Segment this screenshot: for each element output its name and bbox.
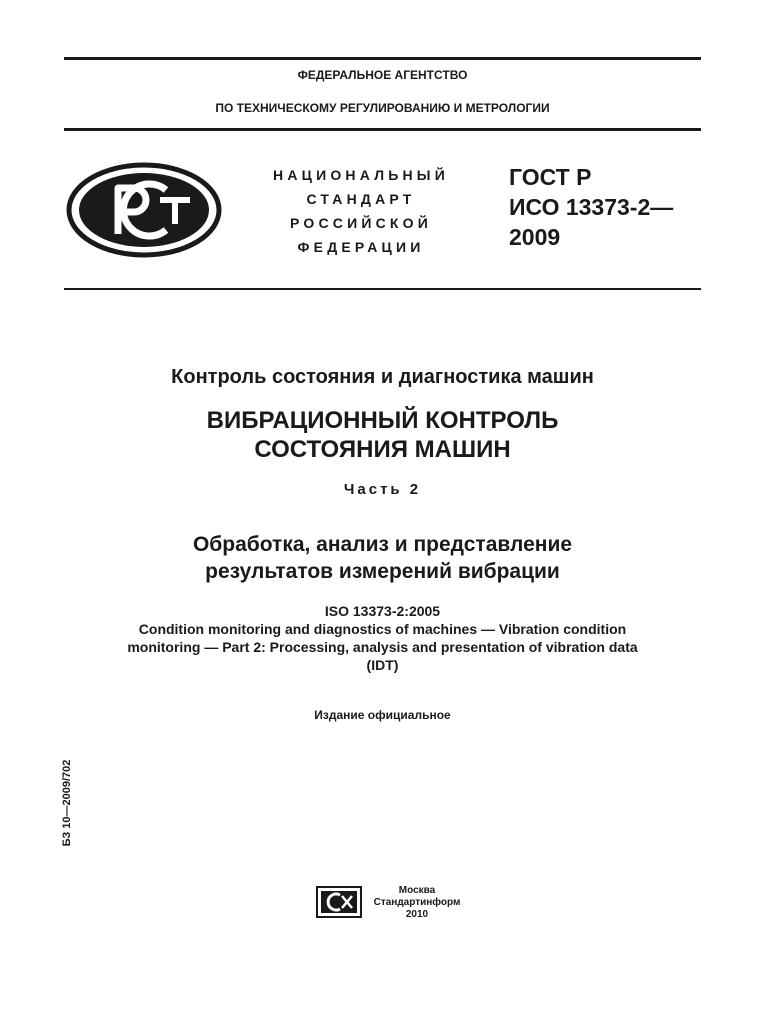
national-standard-line-2: СТАНДАРТ [306,191,416,207]
agency-line-2: ПО ТЕХНИЧЕСКОМУ РЕГУЛИРОВАНИЮ И МЕТРОЛОГИИ [215,101,550,115]
designation-line-3: 2009 [509,224,561,250]
standard-designation [509,162,709,252]
iso-title-line-2: monitoring — Part 2: Processing, analysis and presentation of vibration data [127,639,638,655]
designation-line-1: ГОСТ Р [509,164,592,190]
document-title [64,406,701,464]
publisher-year: 2010 [405,909,429,920]
document-title-line-2: СОСТОЯНИЯ МАШИН [254,436,511,463]
side-code: БЗ 10—2009/702 [61,759,73,847]
national-standard-line-3: РОССИЙСКОЙ [290,215,432,231]
iso-reference [80,602,685,674]
rst-logo-icon [66,162,222,258]
document-subtitle: Контроль состояния и диагностика машин [171,366,594,388]
iso-title-line-3: (IDT) [366,657,399,673]
designation-line-2: ИСО 13373-2— [509,194,674,220]
publisher-info [365,885,469,921]
edition-label: Издание официальное [314,708,451,722]
publisher-city: Москва [398,885,436,896]
title-block-rule [64,288,701,290]
national-standard-line-1: НАЦИОНАЛЬНЫЙ [273,167,449,183]
part-label: Часть 2 [343,481,422,498]
national-standard-label [256,163,466,259]
iso-number: ISO 13373-2:2005 [324,603,441,619]
standartinform-logo-icon [316,886,362,918]
publisher-name: Стандартинформ [373,897,461,908]
part-subject-line-2: результатов измерений вибрации [205,560,560,583]
part-subject [64,531,701,585]
document-title-line-1: ВИБРАЦИОННЫЙ КОНТРОЛЬ [206,407,559,434]
part-subject-line-1: Обработка, анализ и представление [192,533,573,556]
agency-line-1: ФЕДЕРАЛЬНОЕ АГЕНТСТВО [297,68,468,82]
header-rule [64,128,701,131]
national-standard-line-4: ФЕДЕРАЦИИ [297,239,425,255]
top-rule [64,57,701,60]
iso-title-line-1: Condition monitoring and diagnostics of machines — Vibration condition [138,621,627,637]
